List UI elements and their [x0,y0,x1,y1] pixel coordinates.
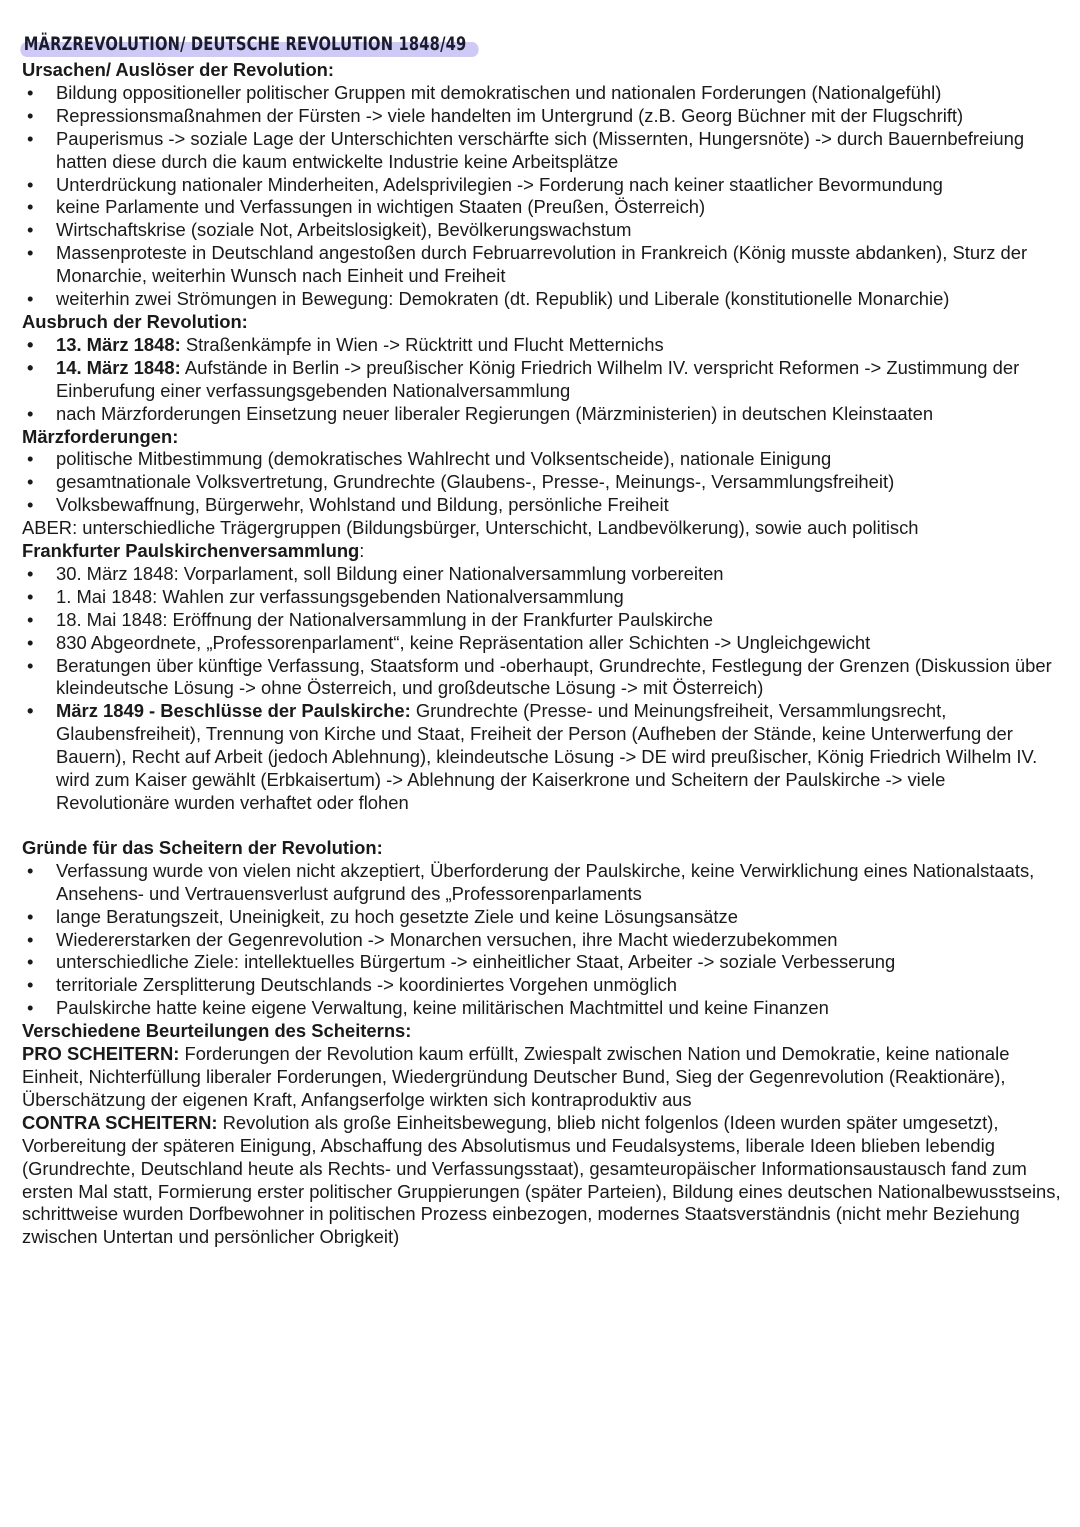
demands-note: ABER: unterschiedliche Trägergruppen (Bildungsbürger, Unterschicht, Landbevölkerung), sowie auch politisch [22,517,919,539]
list-item [22,334,1062,357]
heading-march-demands: Märzforderungen: [22,425,179,447]
contra-paragraph [22,1112,1062,1249]
list-item: • Verfassung wurde von vielen nicht akzeptiert, Überforderung der Paulskirche, keine Verwirklichung eines Nationalstaats, Ansehens- und Vertrauensverlust aufgrund des „Professorenparlaments [22,860,1062,906]
list-item: • 1. Mai 1848: Wahlen zur verfassungsgebenden Nationalversammlung [22,586,1062,609]
title-block [22,33,1062,59]
list-item: • Unterdrückung nationaler Minderheiten, Adelsprivilegien -> Forderung nach keiner staatlicher Bevormundung [22,174,1062,197]
heading-assessments: Verschiedene Beurteilungen des Scheiterns: [22,1020,412,1042]
heading-outbreak: Ausbruch der Revolution: [22,310,248,332]
causes-list [22,82,1062,311]
list-item: • Bildung oppositioneller politischer Gruppen mit demokratischen und nationalen Forderungen (Nationalgefühl) [22,82,1062,105]
demands-list [22,448,1062,517]
resolution-label: März 1849 - Beschlüsse der Paulskirche: [56,700,411,722]
item-text: Straßenkämpfe in Wien -> Rücktritt und Flucht Metternichs [180,333,664,355]
list-item [22,357,1062,403]
page-title: MÄRZREVOLUTION/ DEUTSCHE REVOLUTION 1848/49 [22,33,473,56]
list-item: • 830 Abgeordnete, „Professorenparlament“, keine Repräsentation aller Schichten -> Ungleichgewicht [22,632,1062,655]
heading-failure-reasons: Gründe für das Scheitern der Revolution: [22,836,383,858]
list-item: • nach Märzforderungen Einsetzung neuer liberaler Regierungen (Märzministerien) in deutschen Kleinstaaten [22,403,1062,426]
list-item: • Repressionsmaßnahmen der Fürsten -> viele handelten im Untergrund (z.B. Georg Büchner mit der Flugschrift) [22,105,1062,128]
list-item: • 30. März 1848: Vorparlament, soll Bildung einer Nationalversammlung vorbereiten [22,563,1062,586]
document-page [22,33,1062,1249]
heading-causes: Ursachen/ Auslöser der Revolution: [22,59,335,80]
list-item: • Volksbewaffnung, Bürgerwehr, Wohlstand und Bildung, persönliche Freiheit [22,494,1062,517]
outbreak-list [22,334,1062,426]
list-item: • Wirtschaftskrise (soziale Not, Arbeitslosigkeit), Bevölkerungswachstum [22,219,1062,242]
contra-text: Revolution als große Einheitsbewegung, blieb nicht folgenlos (Ideen wurden später umgesetzt), Vorbereitung der späteren Einigung, Abschaffung des Absolutismus und Feudalsystems, liberale Ideen blieben lebendig (Grundrechte, Deutschland heute als Rechts- und Verfassungsstaat), gesamteuropäischer Informationsaustausch fand zum ersten Mal statt, Formierung erster politischer Gruppierungen (später Parteien), Bildung eines deutschen Nationalbewusstseins, schrittweise wurden Dorfbewohner in politischen Prozess einbezogen, modernes Staatsverständnis (nicht mehr Beziehung zwischen Untertan und persönlicher Obrigkeit) [22,1111,1061,1248]
list-item: • weiterhin zwei Strömungen in Bewegung: Demokraten (dt. Republik) und Liberale (konstitutionelle Monarchie) [22,288,1062,311]
list-item: • gesamtnationale Volksvertretung, Grundrechte (Glaubens-, Presse-, Meinungs-, Versammlungsfreiheit) [22,471,1062,494]
date-label: 13. März 1848: [56,333,181,355]
item-text: Grundrechte (Presse- und Meinungsfreiheit, Versammlungsrecht, Glaubensfreiheit), Trennung von Kirche und Staat, Freiheit der Person (Aufheben der Stände, keine Unterwerfung der Bauern), Recht auf Arbeit (jedoch Ablehnung), kleindeutsche Lösung -> DE wird preußischer, König Friedrich Wilhelm IV. wird zum Kaiser gewählt (Erbkaisertum) -> Ablehnung der Kaiserkrone und Scheitern der Paulskirche -> viele Revolutionäre wurden verhaftet oder flohen [56,700,1038,813]
heading-text: Frankfurter Paulskirchenversammlung [22,540,360,562]
pro-paragraph [22,1043,1062,1112]
list-item: • lange Beratungszeit, Uneinigkeit, zu hoch gesetzte Ziele und keine Lösungsansätze [22,906,1062,929]
pro-text: Forderungen der Revolution kaum erfüllt, Zwiespalt zwischen Nation und Demokratie, keine nationale Einheit, Nichterfüllung liberaler Forderungen, Wiedergründung Deutscher Bund, Sieg der Gegenrevolution (Reaktionäre), Überschätzung der eigenen Kraft, Anfangserfolge wirkten sich kontraproduktiv aus [22,1043,1010,1110]
list-item: • Paulskirche hatte keine eigene Verwaltung, keine militärischen Machtmittel und keine Finanzen [22,997,1062,1020]
list-item: • unterschiedliche Ziele: intellektuelles Bürgertum -> einheitlicher Staat, Arbeiter -> soziale Verbesserung [22,951,1062,974]
list-item: • keine Parlamente und Verfassungen in wichtigen Staaten (Preußen, Österreich) [22,196,1062,219]
heading-colon: : [359,540,365,562]
item-text: Aufstände in Berlin -> preußischer König Friedrich Wilhelm IV. verspricht Reformen -> Zustimmung der Einberufung einer verfassungsgebenden Nationalversammlung [56,356,1020,401]
spacer [22,815,1062,837]
list-item: • politische Mitbestimmung (demokratisches Wahlrecht und Volksentscheide), nationale Einigung [22,448,1062,471]
list-item [22,700,1062,815]
list-item: • Beratungen über künftige Verfassung, Staatsform und -oberhaupt, Grundrechte, Festlegung der Grenzen (Diskussion über kleindeutsche Lösung -> ohne Österreich, und großdeutsche Lösung -> mit Österreich) [22,655,1062,701]
paulskirche-list [22,563,1062,815]
heading-paulskirche [22,540,1062,563]
list-item: • Wiedererstarken der Gegenrevolution -> Monarchen versuchen, ihre Macht wiederzubekommen [22,929,1062,952]
contra-label: CONTRA SCHEITERN: [22,1111,218,1133]
list-item: • Massenproteste in Deutschland angestoßen durch Februarrevolution in Frankreich (König musste abdanken), Sturz der Monarchie, weiterhin Wunsch nach Einheit und Freiheit [22,242,1062,288]
list-item: • Pauperismus -> soziale Lage der Unterschichten verschärfte sich (Missernten, Hungersnöte) -> durch Bauernbefreiung hatten diese durch die kaum entwickelte Industrie keine Arbeitsplätze [22,128,1062,174]
pro-label: PRO SCHEITERN: [22,1043,180,1065]
list-item: • 18. Mai 1848: Eröffnung der Nationalversammlung in der Frankfurter Paulskirche [22,609,1062,632]
failure-list [22,860,1062,1020]
date-label: 14. März 1848: [56,356,181,378]
list-item: • territoriale Zersplitterung Deutschlands -> koordiniertes Vorgehen unmöglich [22,974,1062,997]
